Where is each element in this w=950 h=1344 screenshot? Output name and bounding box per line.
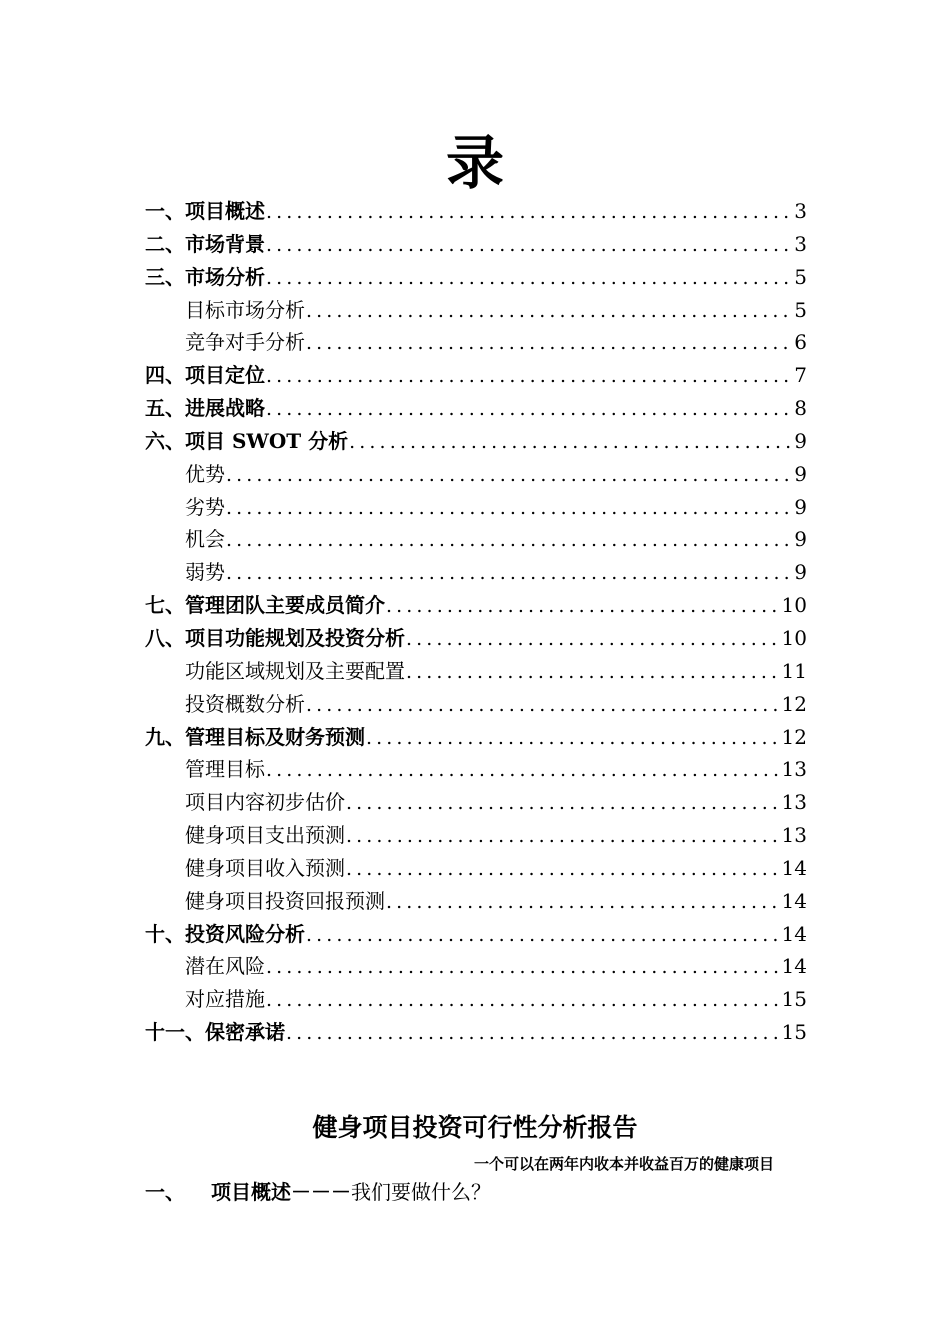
toc-entry-label: 健身项目支出预测 — [185, 823, 345, 848]
toc-entry-page-number: 3 — [794, 231, 807, 256]
toc-dot-leader — [266, 754, 780, 787]
document-title: 健身项目投资可行性分析报告 — [312, 1113, 638, 1142]
toc-entry-page-number: 3 — [794, 199, 807, 223]
toc-entry-page-number: 11 — [781, 658, 807, 683]
toc-entry-page-number: 10 — [781, 593, 807, 618]
section-heading — [145, 1177, 491, 1207]
toc-dot-leader — [266, 951, 780, 984]
toc-entry-page-number: 12 — [781, 691, 807, 716]
toc-entry[interactable] — [145, 359, 807, 392]
toc-dot-leader — [366, 722, 780, 755]
toc-dot-leader — [266, 229, 792, 262]
toc-entry-page-number: 14 — [781, 855, 807, 880]
toc-entry[interactable] — [145, 326, 807, 359]
toc-entry-page-number: 5 — [794, 297, 807, 322]
toc-dot-leader — [306, 689, 780, 722]
toc-entry-page-number: 14 — [781, 921, 807, 946]
toc-entry[interactable] — [145, 819, 807, 852]
toc-dot-leader — [346, 853, 780, 886]
toc-entry-page-number: 13 — [781, 790, 807, 815]
document-subtitle: 一个可以在两年内收本并收益百万的健康项目 — [473, 1155, 774, 1173]
toc-entry-label: 目标市场分析 — [185, 297, 305, 322]
toc-dot-leader — [266, 393, 792, 426]
toc-entry[interactable] — [145, 688, 807, 721]
toc-dot-leader — [346, 787, 780, 820]
toc-entry-page-number: 14 — [781, 888, 807, 913]
toc-entry-label: 十、投资风险分析 — [145, 921, 305, 946]
toc-entry-page-number: 9 — [794, 527, 807, 552]
toc-entry-label: 投资概数分析 — [185, 691, 305, 716]
toc-entry-label: 五、进展战略 — [145, 396, 265, 421]
toc-entry-page-number: 5 — [794, 264, 807, 289]
toc-entry[interactable] — [145, 852, 807, 885]
toc-entry[interactable] — [145, 491, 807, 524]
toc-entry-label: 项目内容初步估价 — [185, 790, 345, 815]
toc-entry-label: 十一、保密承诺 — [145, 1020, 285, 1045]
toc-dot-leader — [406, 623, 780, 656]
toc-entry-page-number: 7 — [794, 363, 807, 388]
toc-entry-page-number: 12 — [781, 724, 807, 749]
toc-dot-leader — [286, 1017, 780, 1050]
toc-entry-label: 二、市场背景 — [145, 231, 265, 256]
toc-entry-label: 功能区域规划及主要配置 — [185, 658, 405, 683]
toc-entry-label: 健身项目投资回报预测 — [185, 888, 385, 913]
toc-entry[interactable] — [145, 622, 807, 655]
toc-entry-label: 劣势 — [185, 494, 225, 519]
toc-entry-page-number: 9 — [794, 494, 807, 519]
toc-entry-page-number: 6 — [794, 330, 807, 355]
toc-entry-label: 弱势 — [185, 560, 225, 585]
toc-entry-label: 潜在风险 — [185, 954, 265, 979]
toc-entry[interactable] — [145, 655, 807, 688]
toc-entry[interactable] — [145, 950, 807, 983]
toc-dot-leader — [406, 656, 780, 689]
toc-entry[interactable] — [145, 786, 807, 819]
toc-entry-page-number: 10 — [781, 625, 807, 650]
toc-entry-label: 竞争对手分析 — [185, 330, 305, 355]
toc-entry-page-number: 15 — [781, 1020, 807, 1045]
toc-dot-leader — [386, 590, 780, 623]
toc-title: 录 — [445, 129, 504, 197]
toc-entry[interactable] — [145, 458, 807, 491]
toc-entry[interactable] — [145, 556, 807, 589]
section-label: 项目概述－－－ — [211, 1180, 351, 1204]
toc-dot-leader — [226, 557, 792, 590]
toc-entry-label: 优势 — [185, 461, 225, 486]
toc-entry-label: 健身项目收入预测 — [185, 855, 345, 880]
toc-dot-leader — [266, 262, 792, 295]
toc-entry[interactable] — [145, 294, 807, 327]
toc-entry[interactable] — [145, 983, 807, 1016]
toc-entry-label: 九、管理目标及财务预测 — [145, 724, 365, 749]
toc-entry[interactable] — [145, 753, 807, 786]
toc-dot-leader — [306, 295, 792, 328]
toc-entry[interactable] — [145, 195, 807, 228]
toc-dot-leader — [226, 524, 792, 557]
toc-dot-leader — [306, 327, 792, 360]
toc-entry-page-number: 9 — [794, 560, 807, 585]
toc-entry-page-number: 13 — [781, 757, 807, 782]
toc-entry-page-number: 9 — [794, 461, 807, 486]
toc-dot-leader — [266, 360, 792, 393]
table-of-contents — [145, 195, 807, 1049]
toc-entry-page-number: 14 — [781, 954, 807, 979]
toc-dot-leader — [226, 492, 792, 525]
toc-entry-label: 一、项目概述 — [145, 199, 265, 223]
toc-entry[interactable] — [145, 392, 807, 425]
toc-entry[interactable] — [145, 721, 807, 754]
toc-entry-label: 对应措施 — [185, 987, 265, 1012]
section-number: 一、 — [145, 1180, 185, 1204]
toc-entry[interactable] — [145, 918, 807, 951]
toc-entry[interactable] — [145, 261, 807, 294]
toc-entry-label: 机会 — [185, 527, 225, 552]
section-question: 我们要做什么？ — [351, 1180, 491, 1204]
toc-entry[interactable] — [145, 425, 807, 458]
toc-entry-label: 管理目标 — [185, 757, 265, 782]
toc-entry-label: 八、项目功能规划及投资分析 — [145, 625, 405, 650]
toc-entry[interactable] — [145, 228, 807, 261]
toc-entry-page-number: 8 — [794, 396, 807, 421]
toc-entry[interactable] — [145, 589, 807, 622]
toc-entry[interactable] — [145, 1016, 807, 1049]
toc-entry-label: 三、市场分析 — [145, 264, 265, 289]
toc-dot-leader — [226, 459, 792, 492]
toc-entry[interactable] — [145, 885, 807, 918]
toc-entry-page-number: 13 — [781, 823, 807, 848]
toc-dot-leader — [346, 820, 780, 853]
toc-entry-page-number: 15 — [781, 987, 807, 1012]
toc-entry[interactable] — [145, 523, 807, 556]
toc-entry-label: 四、项目定位 — [145, 363, 265, 388]
toc-dot-leader — [306, 919, 780, 952]
toc-entry-page-number: 9 — [794, 428, 807, 453]
toc-dot-leader — [349, 426, 792, 459]
toc-dot-leader — [266, 984, 780, 1017]
toc-entry-label: 六、项目 SWOT 分析 — [145, 428, 349, 453]
toc-dot-leader — [386, 886, 780, 919]
toc-dot-leader — [266, 196, 792, 229]
toc-entry-label: 七、管理团队主要成员简介 — [145, 593, 385, 618]
